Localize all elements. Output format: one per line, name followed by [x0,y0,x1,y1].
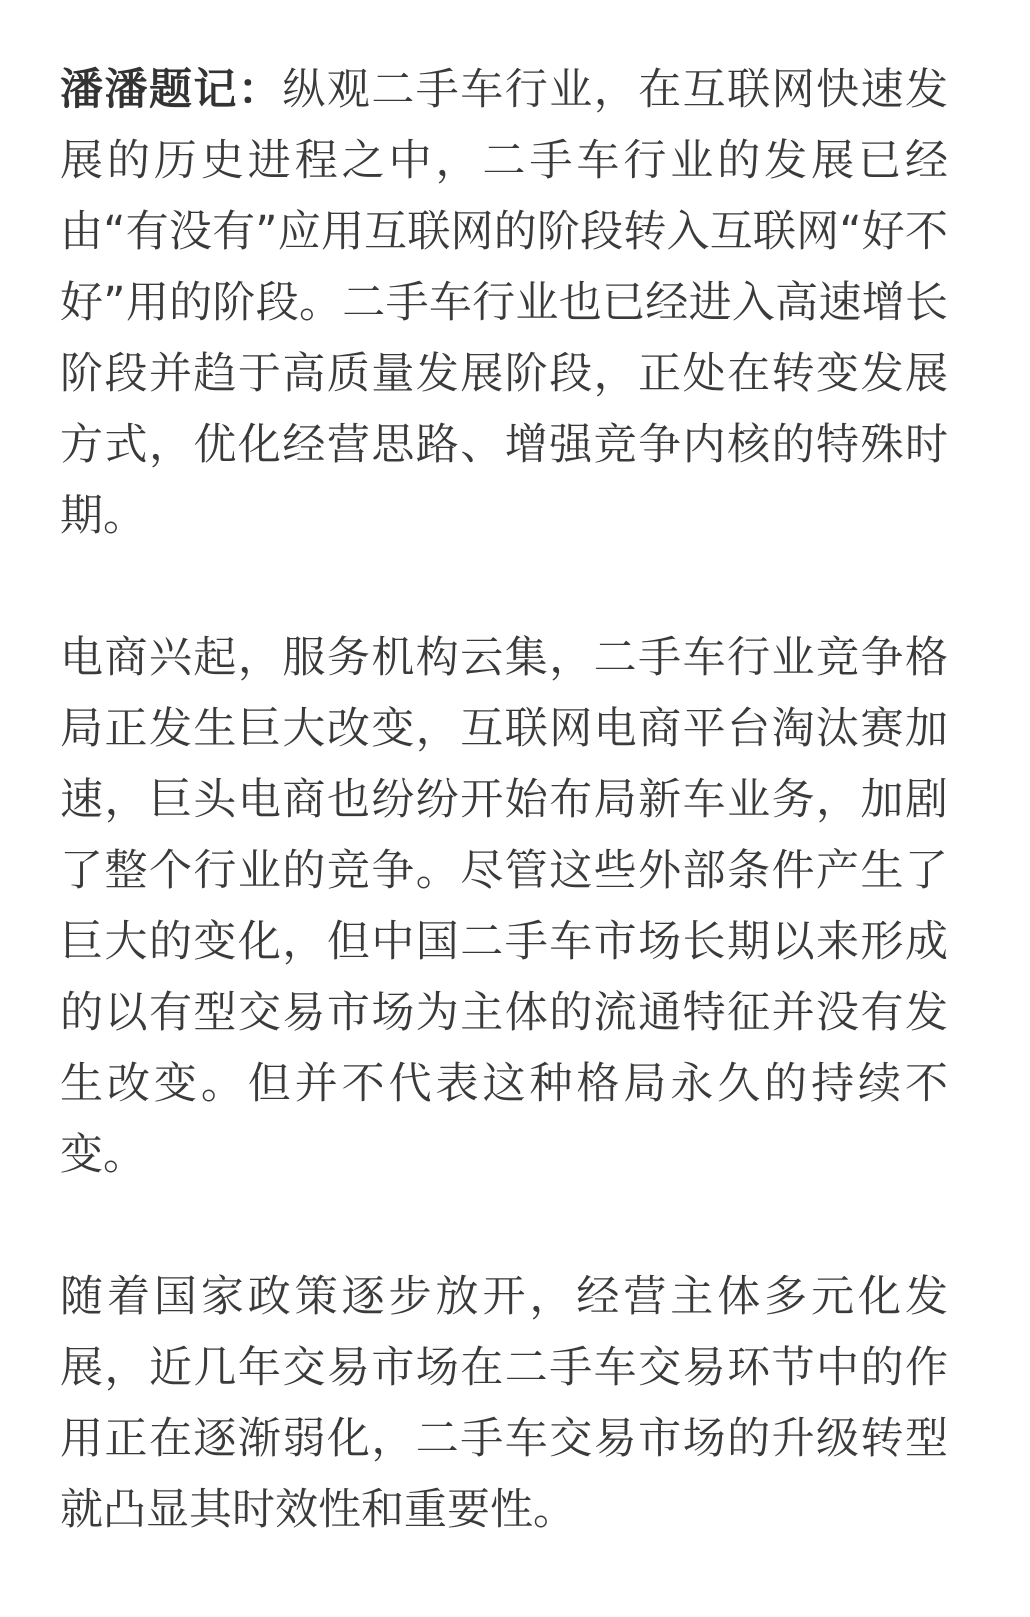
article-body [60,55,948,1617]
intro-paragraph [60,55,948,552]
intro-lead-label: 潘潘题记： [60,65,283,115]
paragraph-3: 随着国家政策逐步放开，经营主体多元化发展，近几年交易市场在二手车交易环节中的作用正在逐渐弱化，二手车交易市场的升级转型就凸显其时效性和重要性。 [60,1272,948,1535]
intro-text: 纵观二手车行业，在互联网快速发展的历史进程之中，二手车行业的发展已经由“有没有”应用互联网的阶段转入互联网“好不好”用的阶段。二手车行业也已经进入高速增长阶段并趋于高质量发展阶段，正处在转变发展方式，优化经营思路、增强竞争内核的特殊时期。 [60,65,949,541]
paragraph-2: 电商兴起，服务机构云集，二手车行业竞争格局正发生巨大改变，互联网电商平台淘汰赛加速，巨头电商也纷纷开始布局新车业务，加剧了整个行业的竞争。尽管这些外部条件产生了巨大的变化，但中国二手车市场长期以来形成的以有型交易市场为主体的流通特征并没有发生改变。但并不代表这种格局永久的持续不变。 [60,633,948,1180]
